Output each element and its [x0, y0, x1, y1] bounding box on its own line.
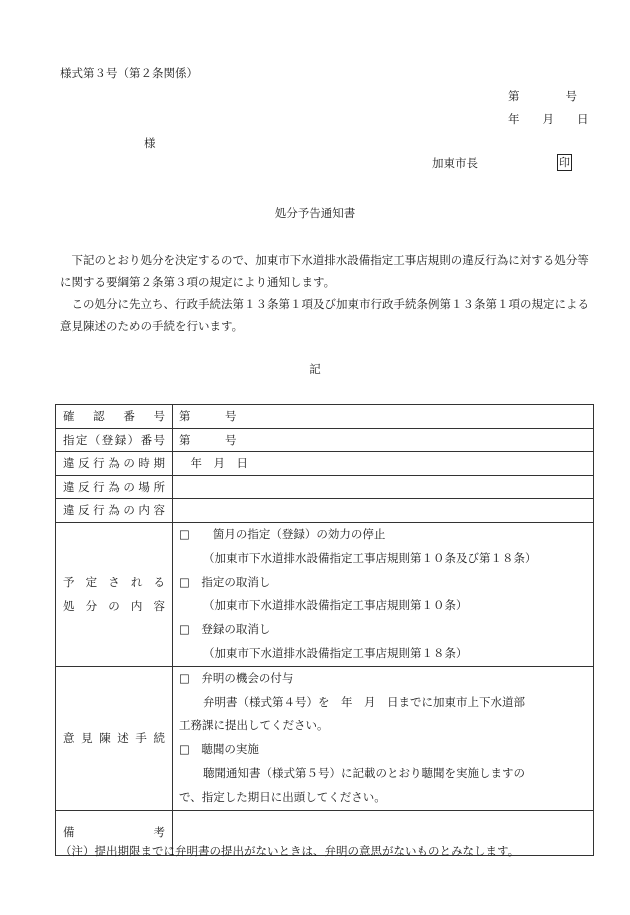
planned-disposal-label-line: 処分の内容 [63, 599, 165, 614]
table-row [56, 475, 594, 499]
planned-disposal-label [56, 522, 173, 666]
table-row [56, 499, 594, 523]
issue-date: 年 月 日 [508, 112, 589, 126]
suspension-option: □ 箇月の指定（登録）の効力の停止 [179, 526, 386, 541]
designation-number-label: 指定（登録）番号 [56, 428, 173, 452]
table-row [56, 452, 594, 476]
ki-heading: 記 [309, 362, 321, 376]
addressee-suffix: 様 [144, 136, 156, 150]
registration-revocation-option: □ 登録の取消し [179, 622, 271, 637]
hearing-option: □ 聴聞の実施 [179, 742, 259, 757]
violation-place-value [173, 475, 594, 499]
footnote: （注）提出期限までに弁明書の提出がないときは、弁明の意思がないものとみなします。 [60, 844, 520, 858]
table-row [56, 405, 594, 429]
violation-time-value: 年 月 日 [173, 452, 594, 476]
violation-content-label: 違反行為の内容 [56, 499, 173, 523]
hearing-instruction: 聴聞通知書（様式第５号）に記載のとおり聴聞を実施しますの [203, 765, 525, 780]
document-title: 処分予告通知書 [274, 206, 356, 220]
issuer-name: 加東市長 [432, 156, 478, 170]
table-row [56, 666, 594, 810]
body-paragraph: この処分に先立ち、行政手続法第１３条第１項及び加東市行政手続条例第１３条第１項の規定による意見陳述のための手続を行います。 [60, 297, 589, 333]
issue-number: 第 号 [508, 89, 577, 103]
explanation-instruction-cont: 工務課に提出してください。 [179, 718, 329, 733]
hearing-instruction-cont: で、指定した期日に出頭してください。 [179, 789, 386, 804]
body-paragraph: 下記のとおり処分を決定するので、加東市下水道排水設備指定工事店規則の違反行為に対する処分等に関する要綱第２条第３項の規定により通知します。 [60, 253, 589, 289]
details-table [55, 404, 594, 856]
seal-stamp: 印 [559, 156, 570, 169]
table-row [56, 428, 594, 452]
planned-disposal-label-line: 予定される [63, 575, 165, 590]
designation-revocation-basis: （加東市下水道排水設備指定工事店規則第１０条） [203, 598, 468, 613]
registration-revocation-basis: （加東市下水道排水設備指定工事店規則第１８条） [203, 645, 468, 660]
planned-disposal-options [173, 522, 594, 666]
form-number: 様式第３号（第２条関係） [60, 66, 198, 80]
opinion-procedure-label: 意見陳述手続 [56, 666, 173, 810]
violation-time-label: 違反行為の時期 [56, 452, 173, 476]
opinion-procedure-options [173, 666, 594, 810]
confirm-number-label: 確認番号 [56, 405, 173, 429]
confirm-number-value: 第 号 [173, 405, 594, 429]
designation-revocation-option: □ 指定の取消し [179, 574, 271, 589]
designation-number-value: 第 号 [173, 428, 594, 452]
explanation-opportunity-option: □ 弁明の機会の付与 [179, 670, 294, 685]
violation-place-label: 違反行為の場所 [56, 475, 173, 499]
explanation-instruction: 弁明書（様式第４号）を 年 月 日までに加東市上下水道部 [203, 694, 525, 709]
violation-content-value [173, 499, 594, 523]
suspension-basis: （加東市下水道排水設備指定工事店規則第１０条及び第１８条） [203, 550, 537, 565]
table-row [56, 522, 594, 666]
remarks-label: 備考 [56, 810, 173, 855]
body-text [60, 249, 590, 337]
